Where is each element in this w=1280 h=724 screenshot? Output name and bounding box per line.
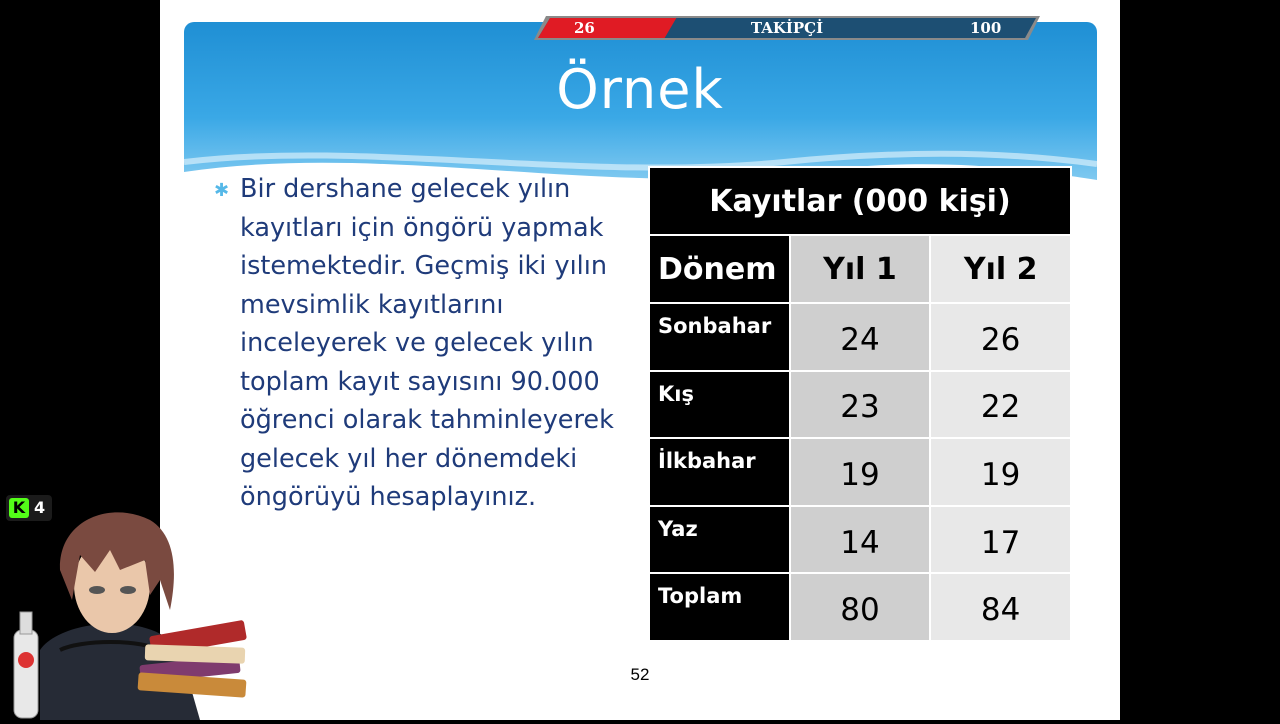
follower-goal-bar (534, 16, 1040, 40)
enrollment-table (648, 166, 1072, 642)
row-label: Sonbahar (649, 303, 790, 371)
page-number: 52 (630, 665, 650, 684)
table-row (649, 303, 1071, 371)
cell-year2: 22 (930, 371, 1071, 439)
slide-body-text: Bir dershane gelecek yılın kayıtları için öngörü yapmak istemektedir. Geçmiş iki yılın mevsimlik kayıtlarını inceleyerek ve gelecek yılın toplam kayıt sayısını 90.000 öğrenci olarak tahminleyerek gelecek yıl her dönemdeki öngörüyü hesaplayınız. (240, 174, 614, 512)
table-row (649, 371, 1071, 439)
table-row (649, 438, 1071, 506)
table-row (649, 506, 1071, 574)
row-label: İlkbahar (649, 438, 790, 506)
cell-year2: 19 (930, 438, 1071, 506)
cell-year2: 26 (930, 303, 1071, 371)
follower-label: TAKİPÇİ (750, 19, 824, 37)
cell-year2: 17 (930, 506, 1071, 574)
cell-year1: 14 (790, 506, 931, 574)
kick-logo-icon: K (9, 498, 29, 518)
column-header-year1: Yıl 1 (790, 235, 931, 303)
table-row (649, 573, 1071, 641)
row-label: Kış (649, 371, 790, 439)
bullet-icon: ✱ (214, 180, 230, 201)
cell-year2: 84 (930, 573, 1071, 641)
column-header-period: Dönem (649, 235, 790, 303)
cell-year1: 24 (790, 303, 931, 371)
follower-goal: 100 (970, 19, 1002, 37)
table-title: Kayıtlar (000 kişi) (649, 167, 1071, 235)
slide-title: Örnek (556, 58, 724, 121)
presentation-slide (160, 0, 1120, 720)
row-label: Yaz (649, 506, 790, 574)
row-label: Toplam (649, 573, 790, 641)
streamer-avatar (0, 500, 270, 724)
cell-year1: 80 (790, 573, 931, 641)
column-header-year2: Yıl 2 (930, 235, 1071, 303)
cell-year1: 19 (790, 438, 931, 506)
viewer-count: 4 (34, 498, 46, 517)
cell-year1: 23 (790, 371, 931, 439)
follower-current: 26 (574, 19, 595, 37)
